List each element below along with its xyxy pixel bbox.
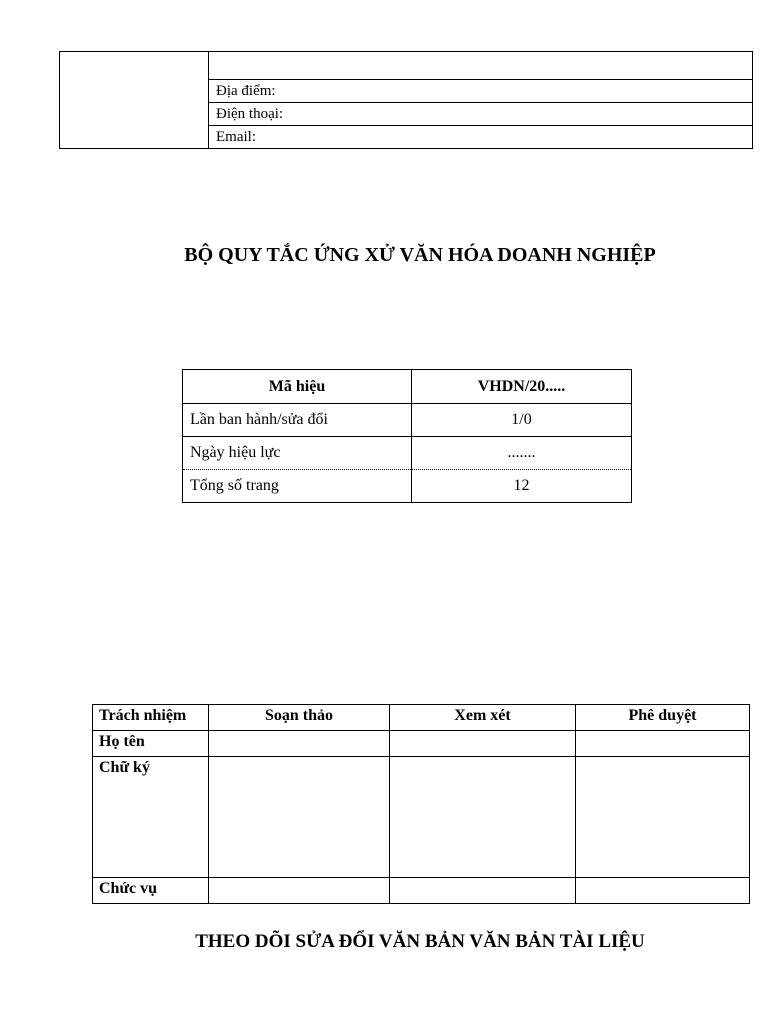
code-value: VHDN/20..... bbox=[412, 370, 632, 404]
revision-tracking-title: THEO DÕI SỬA ĐỔI VĂN BẢN VĂN BẢN TÀI LIỆU bbox=[195, 931, 645, 952]
issue-value: 1/0 bbox=[412, 404, 632, 437]
draft-name-cell bbox=[209, 731, 390, 757]
page-count-value: 12 bbox=[412, 470, 632, 503]
phone-field: Điện thoại: bbox=[209, 103, 753, 126]
code-label: Mã hiệu bbox=[183, 370, 412, 404]
approve-header: Phê duyệt bbox=[576, 705, 750, 731]
draft-header: Soạn thảo bbox=[209, 705, 390, 731]
document-title: BỘ QUY TẮC ỨNG XỬ VĂN HÓA DOANH NGHIỆP bbox=[184, 244, 656, 266]
location-field: Địa điểm: bbox=[209, 80, 753, 103]
approval-table bbox=[92, 704, 750, 904]
logo-cell bbox=[60, 52, 209, 149]
review-position-cell bbox=[390, 878, 576, 904]
signature-label: Chữ ký bbox=[93, 757, 209, 878]
approve-name-cell bbox=[576, 731, 750, 757]
header-top-cell bbox=[209, 52, 753, 80]
email-field: Email: bbox=[209, 126, 753, 149]
effective-date-label: Ngày hiệu lực bbox=[183, 437, 412, 470]
approve-position-cell bbox=[576, 878, 750, 904]
review-signature-cell bbox=[390, 757, 576, 878]
draft-signature-cell bbox=[209, 757, 390, 878]
position-label: Chức vụ bbox=[93, 878, 209, 904]
effective-date-value: ....... bbox=[412, 437, 632, 470]
approve-signature-cell bbox=[576, 757, 750, 878]
review-name-cell bbox=[390, 731, 576, 757]
draft-position-cell bbox=[209, 878, 390, 904]
page-count-label: Tổng số trang bbox=[183, 470, 412, 503]
issue-label: Lần ban hành/sửa đổi bbox=[183, 404, 412, 437]
responsibility-header: Trách nhiệm bbox=[93, 705, 209, 731]
document-info-table bbox=[182, 369, 632, 503]
fullname-label: Họ tên bbox=[93, 731, 209, 757]
header-table bbox=[59, 51, 753, 149]
review-header: Xem xét bbox=[390, 705, 576, 731]
